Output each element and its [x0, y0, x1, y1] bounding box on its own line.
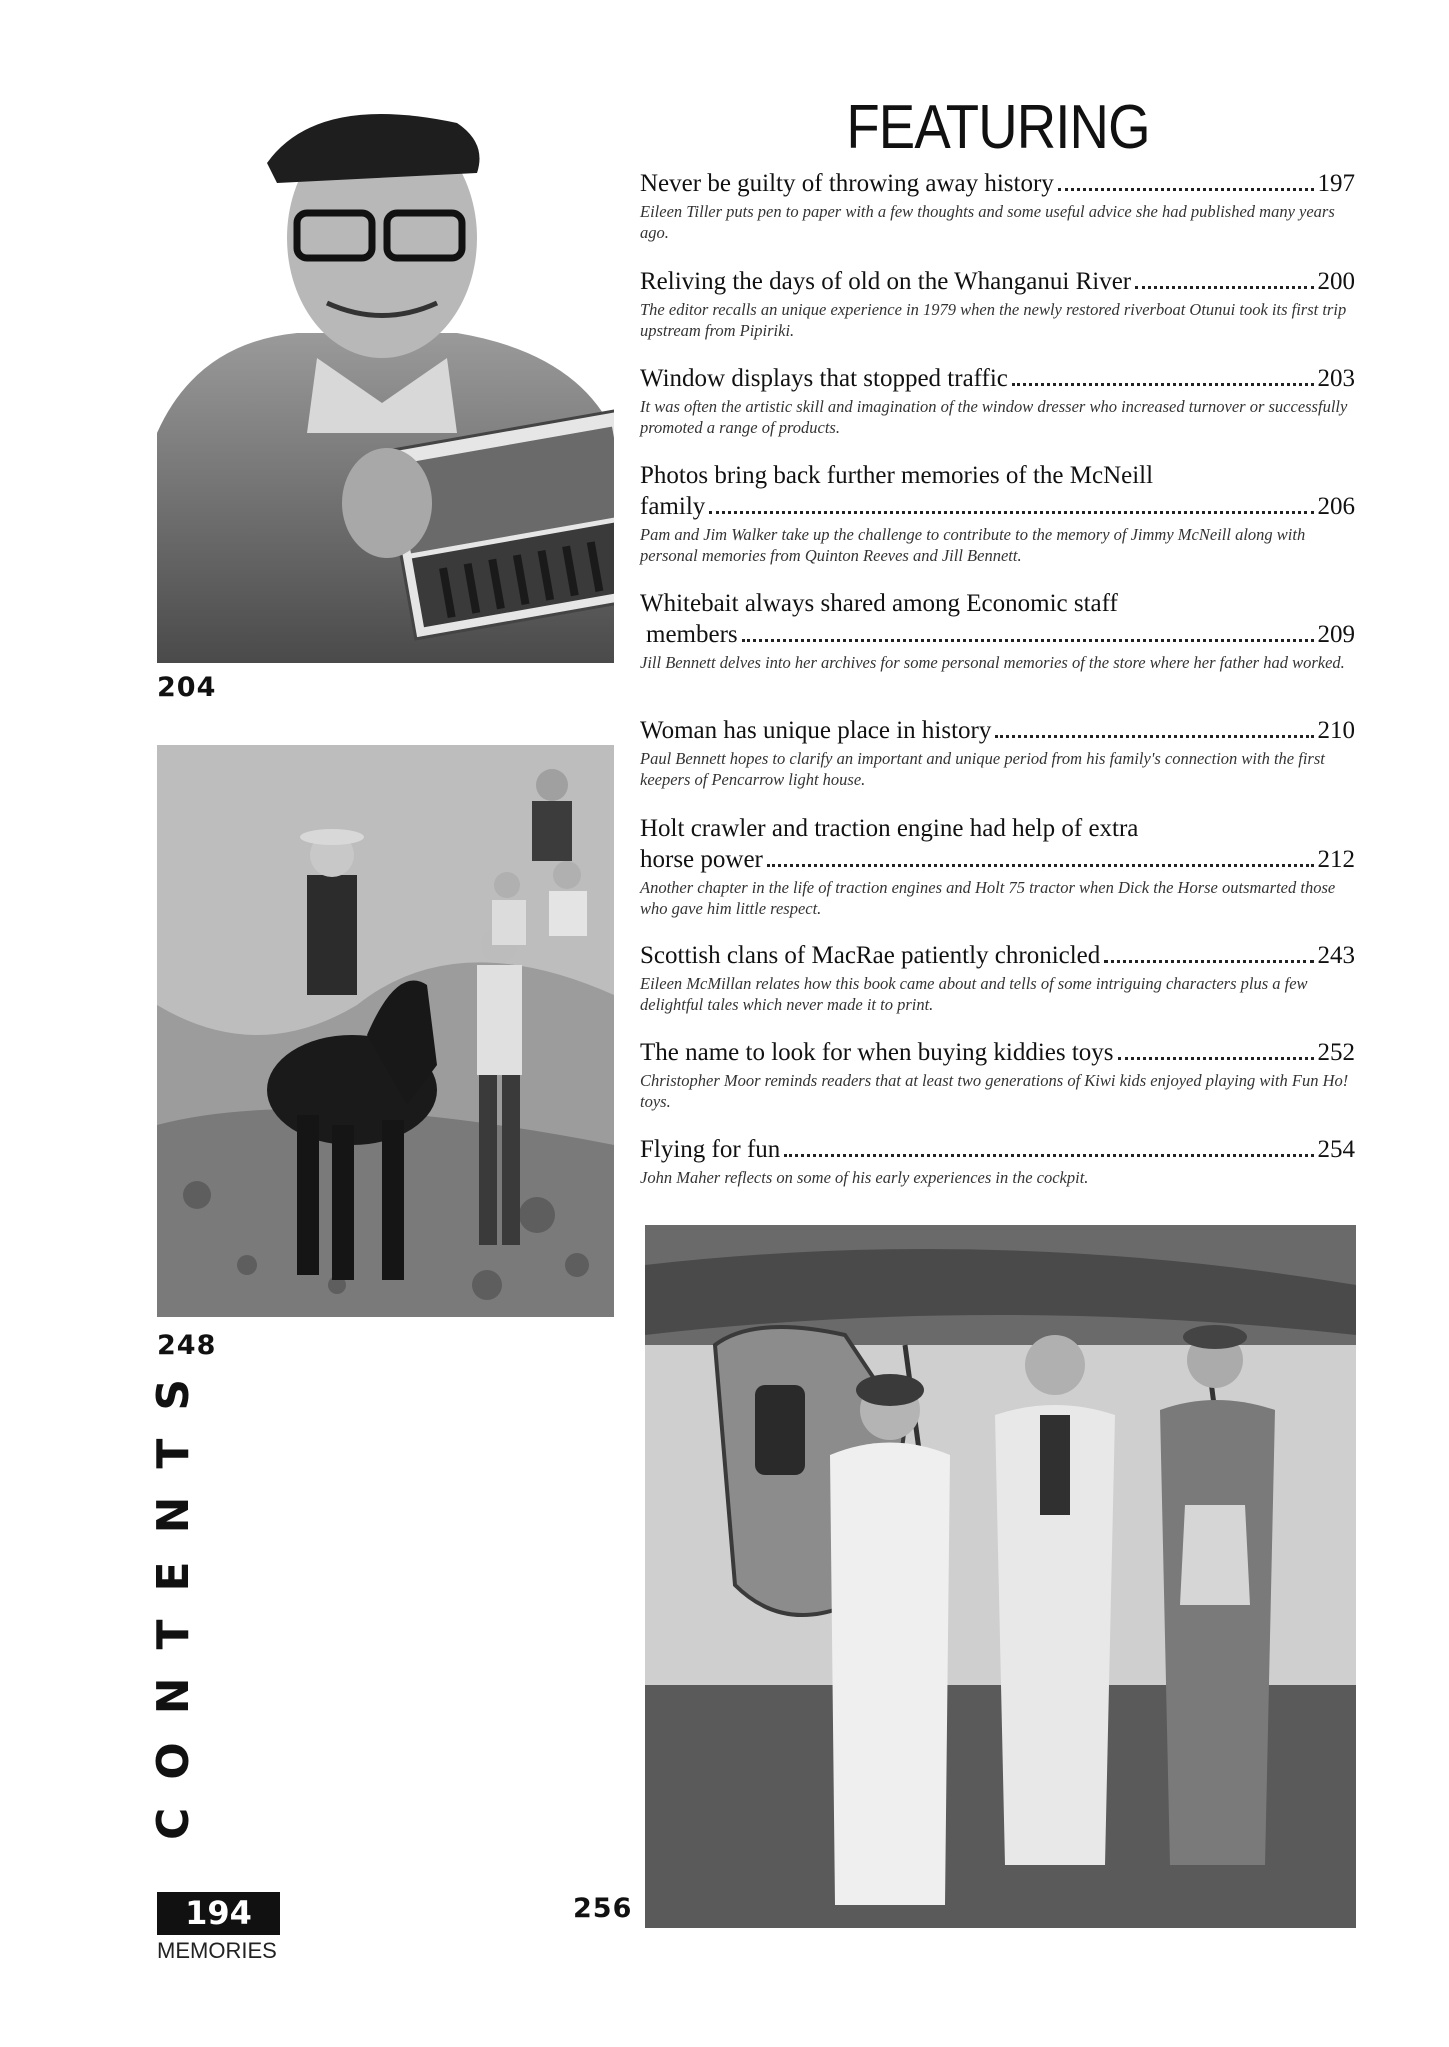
toc-entry-title: Window displays that stopped traffic — [640, 365, 1008, 392]
toc-entry-description: Christopher Moor reminds readers that at least two generations of Kiwi kids enjoyed playing with Fun Ho! toys. — [640, 1071, 1349, 1111]
toc-entry-page: 212 — [1317, 846, 1355, 873]
photo-page-reference-248: 248 — [157, 1330, 217, 1361]
featuring-heading: FEATURING — [846, 93, 1150, 162]
toc-entry-title-continued: family — [640, 493, 706, 520]
toc-entry-title: Flying for fun — [640, 1136, 781, 1163]
toc-entry-description: Jill Bennett delves into her archives for some personal memories of the store where her father had worked. — [640, 653, 1345, 672]
toc-entry-description: It was often the artistic skill and imagination of the window dresser who increased turnover or successfully promoted a range of products. — [640, 397, 1348, 437]
toc-entry[interactable] — [640, 1037, 1355, 1112]
leader-dots — [1135, 286, 1313, 289]
photo-elderly-man — [157, 103, 614, 663]
toc-entry-title: Reliving the days of old on the Whanganui River — [640, 268, 1132, 295]
toc-entry-title: Woman has unique place in history — [640, 717, 992, 744]
toc-entry[interactable] — [640, 363, 1355, 438]
toc-entry-title-continued: members — [646, 621, 738, 648]
leader-dots — [1012, 383, 1314, 386]
leader-dots — [1118, 1057, 1314, 1060]
contents-side-label: CONTENTS — [148, 1350, 199, 1840]
page-number: 194 — [157, 1892, 280, 1935]
toc-entry-description: Another chapter in the life of traction engines and Holt 75 tractor when Dick the Horse outsmarted those who gave him little respect. — [640, 878, 1336, 918]
toc-entry-description: Eileen Tiller puts pen to paper with a few thoughts and some useful advice she had published many years ago. — [640, 202, 1335, 242]
toc-entry-page: 254 — [1317, 1136, 1355, 1163]
toc-entry-page: 206 — [1317, 493, 1355, 520]
toc-entry[interactable] — [640, 940, 1355, 1015]
toc-entry[interactable] — [640, 715, 1355, 790]
toc-entry-page: 252 — [1317, 1039, 1355, 1066]
leader-dots — [767, 864, 1314, 867]
leader-dots — [709, 511, 1313, 514]
toc-entry-title-continued: horse power — [640, 846, 763, 873]
toc-entry-title: Never be guilty of throwing away history — [640, 170, 1054, 197]
toc-entry[interactable] — [640, 813, 1355, 919]
toc-entry[interactable] — [640, 168, 1355, 243]
toc-entry[interactable] — [640, 588, 1355, 673]
toc-entry-page: 203 — [1317, 365, 1355, 392]
toc-entry[interactable] — [640, 1134, 1355, 1188]
toc-entry-description: Paul Bennett hopes to clarify an important and unique period from his family's connection with the first keepers of Pencarrow light house. — [640, 749, 1325, 789]
toc-entry-page: 200 — [1317, 268, 1355, 295]
toc-entry-description: The editor recalls an unique experience in 1979 when the newly restored riverboat Otunui took its first trip upstream from Pipiriki. — [640, 300, 1347, 340]
toc-entry[interactable] — [640, 266, 1355, 341]
leader-dots — [995, 735, 1313, 738]
toc-entry-page: 209 — [1317, 621, 1355, 648]
toc-entry-title: Scottish clans of MacRae patiently chronicled — [640, 942, 1101, 969]
toc-entry-description: John Maher reflects on some of his early experiences in the cockpit. — [640, 1168, 1089, 1187]
leader-dots — [784, 1154, 1313, 1157]
toc-entry-page: 197 — [1317, 170, 1355, 197]
leader-dots — [1104, 960, 1313, 963]
toc-entry[interactable] — [640, 460, 1355, 566]
leader-dots — [742, 639, 1314, 642]
toc-entry-page: 210 — [1317, 717, 1355, 744]
toc-entry-title: Whitebait always shared among Economic staff — [640, 590, 1118, 617]
photo-horse-quarry — [157, 745, 614, 1317]
photo-page-reference-204: 204 — [157, 672, 217, 703]
magazine-name: MEMORIES — [157, 1938, 277, 1963]
leader-dots — [1058, 188, 1314, 191]
toc-entry-title: The name to look for when buying kiddies toys — [640, 1039, 1114, 1066]
toc-entry-description: Eileen McMillan relates how this book came about and tells of some intriguing characters plus a few delightful tales which never made it to print. — [640, 974, 1308, 1014]
toc-entry-title: Photos bring back further memories of the McNeill — [640, 462, 1154, 489]
photo-page-reference-256: 256 — [573, 1893, 633, 1924]
toc-entry-page: 243 — [1317, 942, 1355, 969]
photo-aviators-biplane — [645, 1225, 1356, 1928]
toc-entry-description: Pam and Jim Walker take up the challenge to contribute to the memory of Jimmy McNeill along with personal memories from Quinton Reeves and Jill Bennett. — [640, 525, 1306, 565]
toc-entry-title: Holt crawler and traction engine had help of extra — [640, 815, 1139, 842]
